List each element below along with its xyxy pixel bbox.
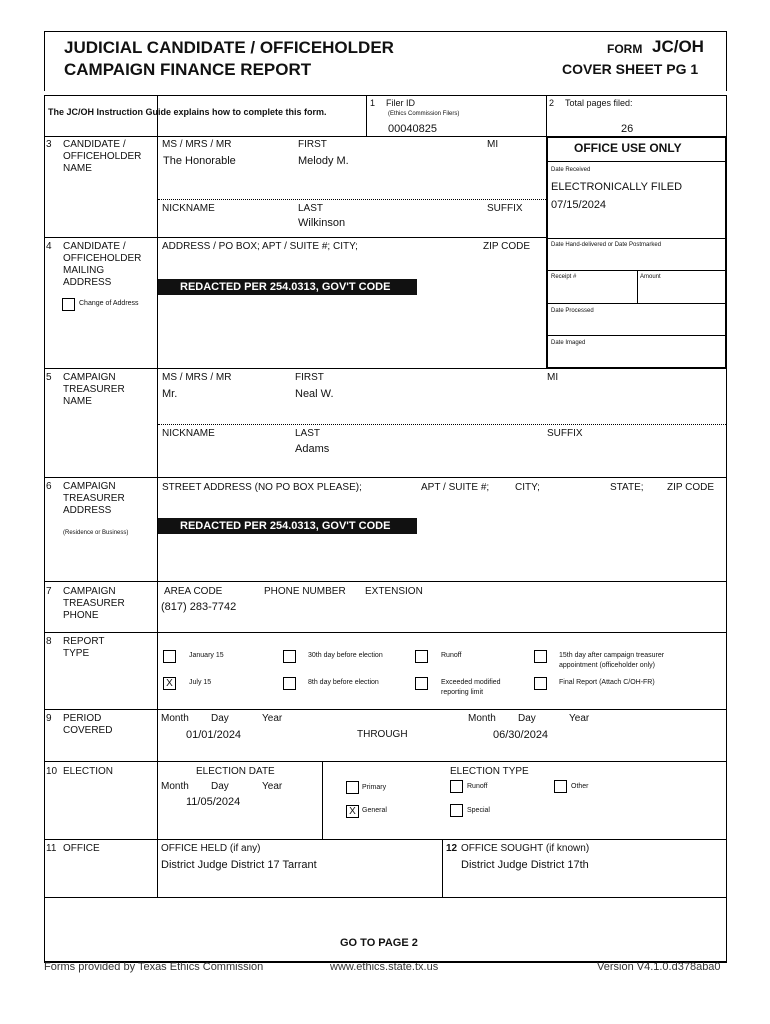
treasurer-apt-label: APT / SUITE #; [421,482,490,493]
report-type-final-label: Final Report (Attach C/OH-FR) [559,679,655,686]
section-3-label2: OFFICEHOLDER [63,151,142,162]
treasurer-prefix[interactable]: Mr. [162,388,178,400]
section-6-label2: TREASURER [63,493,125,504]
election-date-label: ELECTION DATE [196,766,275,777]
candidate-zip-label: ZIP CODE [483,241,531,252]
filer-id-num: 1 [370,98,376,108]
divider [547,161,726,162]
office-held-label: OFFICE HELD (if any) [161,843,261,854]
total-pages-num: 2 [549,98,555,108]
filer-id-value[interactable]: 00040825 [388,123,437,135]
filing-status: ELECTRONICALLY FILED [551,181,683,193]
footer-right: Version V4.1.0.d378aba0 [597,961,721,973]
section-3-label3: NAME [63,163,92,174]
report-type-jan15-checkbox[interactable] [163,650,176,663]
period-from-month-label: Month [161,713,189,724]
office-sought-label: OFFICE SOUGHT (if known) [461,843,590,854]
row-line [44,897,727,898]
divider [547,303,726,304]
extension-label: EXTENSION [365,586,423,597]
election-day-label: Day [211,781,229,792]
section-4-label2: OFFICEHOLDER [63,253,142,264]
section-8-label2: TYPE [63,648,90,659]
amount-label: Amount [640,274,661,280]
section-11-label: OFFICE [63,843,100,854]
section-3-num: 3 [46,139,52,150]
form-title-line1: JUDICIAL CANDIDATE / OFFICEHOLDER [64,38,394,57]
section-4-num: 4 [46,241,52,252]
period-from-value[interactable]: 01/01/2024 [186,729,242,741]
candidate-suffix-label: SUFFIX [487,203,523,214]
section-11-num: 11 [46,843,57,854]
divider [158,199,546,200]
report-type-final-checkbox[interactable] [534,677,547,690]
treasurer-phone-value[interactable]: (817) 283-7742 [161,601,237,613]
election-runoff-label: Runoff [467,783,488,790]
candidate-address-fields-label: ADDRESS / PO BOX; APT / SUITE #; CITY; [162,241,358,252]
section-8-label1: REPORT [63,636,105,647]
report-type-runoff-label: Runoff [441,652,462,659]
report-type-jan15-label: January 15 [189,652,224,659]
election-month-label: Month [161,781,189,792]
filing-date: 07/15/2024 [551,199,607,211]
through-label: THROUGH [357,729,408,740]
period-to-value[interactable]: 06/30/2024 [493,729,549,741]
candidate-mi-label: MI [487,139,499,150]
treasurer-first[interactable]: Neal W. [295,388,334,400]
filer-id-sublabel: (Ethics Commission Filers) [388,111,460,117]
office-sought-value[interactable]: District Judge District 17th [461,859,589,871]
divider [442,839,443,898]
candidate-prefix-label: MS / MRS / MR [162,139,232,150]
row-line [44,761,727,762]
date-received-label: Date Received [551,167,591,173]
report-type-30day-checkbox[interactable] [283,650,296,663]
report-type-jul15-checkbox[interactable]: X [163,677,176,690]
treasurer-zip-label: ZIP CODE [667,482,715,493]
section-5-label2: TREASURER [63,384,125,395]
section-6-label3: ADDRESS [63,505,112,516]
change-of-address-checkbox[interactable] [62,298,75,311]
period-to-year-label: Year [569,713,590,724]
form-code: JC/OH [652,37,704,56]
section-9-label1: PERIOD [63,713,102,724]
report-type-8day-checkbox[interactable] [283,677,296,690]
office-use-title: OFFICE USE ONLY [574,141,682,155]
candidate-address-redacted: REDACTED PER 254.0313, GOV'T CODE [158,279,417,295]
filer-id-label: Filer ID [386,98,415,108]
election-type-label: ELECTION TYPE [450,766,529,777]
report-type-8day-label: 8th day before election [308,679,379,686]
candidate-last-label: LAST [298,203,324,214]
section-7-label1: CAMPAIGN [63,586,116,597]
section-10-num: 10 [46,766,58,777]
section-6-sublabel: (Residence or Business) [63,530,129,536]
report-type-15day-label2: appointment (officeholder only) [559,662,655,669]
divider [158,424,726,425]
cover-sheet-label: COVER SHEET PG 1 [562,61,699,77]
instructions-text: The JC/OH Instruction Guide explains how to complete this form. [48,107,327,117]
candidate-last[interactable]: Wilkinson [298,217,346,229]
period-to-month-label: Month [468,713,496,724]
candidate-first[interactable]: Melody M. [298,155,349,167]
section-9-num: 9 [46,713,52,724]
section-9-label2: COVERED [63,725,113,736]
section-8-num: 8 [46,636,52,647]
divider [637,270,638,303]
treasurer-suffix-label: SUFFIX [547,428,583,439]
report-type-15day-checkbox[interactable] [534,650,547,663]
report-type-exceeded-checkbox[interactable] [415,677,428,690]
hand-delivered-label: Date Hand-delivered or Date Postmarked [551,242,662,248]
divider [366,95,367,137]
period-from-year-label: Year [262,713,283,724]
report-type-runoff-checkbox[interactable] [415,650,428,663]
section-6-num: 6 [46,481,52,492]
report-type-15day-label: 15th day after campaign treasurer [559,652,665,659]
treasurer-nickname-label: NICKNAME [162,428,215,439]
receipt-label: Receipt # [551,274,577,280]
report-type-exceeded-label2: reporting limit [441,689,484,696]
section-6-label1: CAMPAIGN [63,481,116,492]
report-type-jul15-label: July 15 [189,679,212,686]
treasurer-street-label: STREET ADDRESS (NO PO BOX PLEASE); [162,482,362,493]
period-to-day-label: Day [518,713,536,724]
divider [547,335,726,336]
go-to-page-2: GO TO PAGE 2 [340,937,418,949]
row-line [44,632,727,633]
total-pages-value[interactable]: 26 [621,123,634,135]
section-10-label: ELECTION [63,766,114,777]
row-line [44,237,546,238]
divider [322,761,323,839]
election-runoff-checkbox[interactable] [450,780,463,793]
candidate-first-label: FIRST [298,139,327,150]
total-pages-label: Total pages filed: [565,98,633,108]
treasurer-prefix-label: MS / MRS / MR [162,372,232,383]
section-4-label1: CANDIDATE / [63,241,126,252]
form-word: FORM [607,42,643,56]
election-primary-label: Primary [362,784,387,791]
treasurer-last[interactable]: Adams [295,443,330,455]
candidate-nickname-label: NICKNAME [162,203,215,214]
election-special-label: Special [467,807,490,814]
section-5-num: 5 [46,372,52,383]
section-7-num: 7 [46,586,52,597]
period-from-day-label: Day [211,713,229,724]
imaged-label: Date Imaged [551,340,586,346]
form-title-line2: CAMPAIGN FINANCE REPORT [64,60,312,79]
treasurer-mi-label: MI [547,372,559,383]
row-line [44,477,727,478]
phone-number-label: PHONE NUMBER [264,586,346,597]
change-of-address-label: Change of Address [79,300,139,307]
area-code-label: AREA CODE [164,586,223,597]
row-line [44,368,727,369]
footer-center[interactable]: www.ethics.state.tx.us [330,961,439,973]
section-4-label3: MAILING [63,265,105,276]
treasurer-state-label: STATE; [610,482,644,493]
election-date-value[interactable]: 11/05/2024 [186,796,241,808]
processed-label: Date Processed [551,308,594,314]
section-7-label2: TREASURER [63,598,125,609]
section-12-num: 12 [446,843,458,854]
section-7-label3: PHONE [63,610,99,621]
row-line [44,709,727,710]
report-type-30day-label: 30th day before election [308,652,383,659]
section-4-label4: ADDRESS [63,277,112,288]
candidate-prefix[interactable]: The Honorable [163,155,236,167]
label-column-line [157,95,158,898]
row-line [44,839,727,840]
row-line [44,581,727,582]
treasurer-city-label: CITY; [515,482,540,493]
election-other-checkbox[interactable] [554,780,567,793]
divider [547,238,726,239]
treasurer-last-label: LAST [295,428,321,439]
election-other-label: Other [571,783,589,790]
treasurer-address-redacted: REDACTED PER 254.0313, GOV'T CODE [158,518,417,534]
report-type-exceeded-label: Exceeded modified [441,679,501,686]
footer-left: Forms provided by Texas Ethics Commission [44,961,264,973]
section-3-label1: CANDIDATE / [63,139,126,150]
election-general-label: General [362,807,387,814]
divider [546,95,547,137]
section-5-label1: CAMPAIGN [63,372,116,383]
section-5-label3: NAME [63,396,92,407]
election-general-checkbox[interactable]: X [346,805,359,818]
election-year-label: Year [262,781,283,792]
election-special-checkbox[interactable] [450,804,463,817]
office-held-value[interactable]: District Judge District 17 Tarrant [161,859,317,871]
treasurer-first-label: FIRST [295,372,324,383]
election-primary-checkbox[interactable] [346,781,359,794]
